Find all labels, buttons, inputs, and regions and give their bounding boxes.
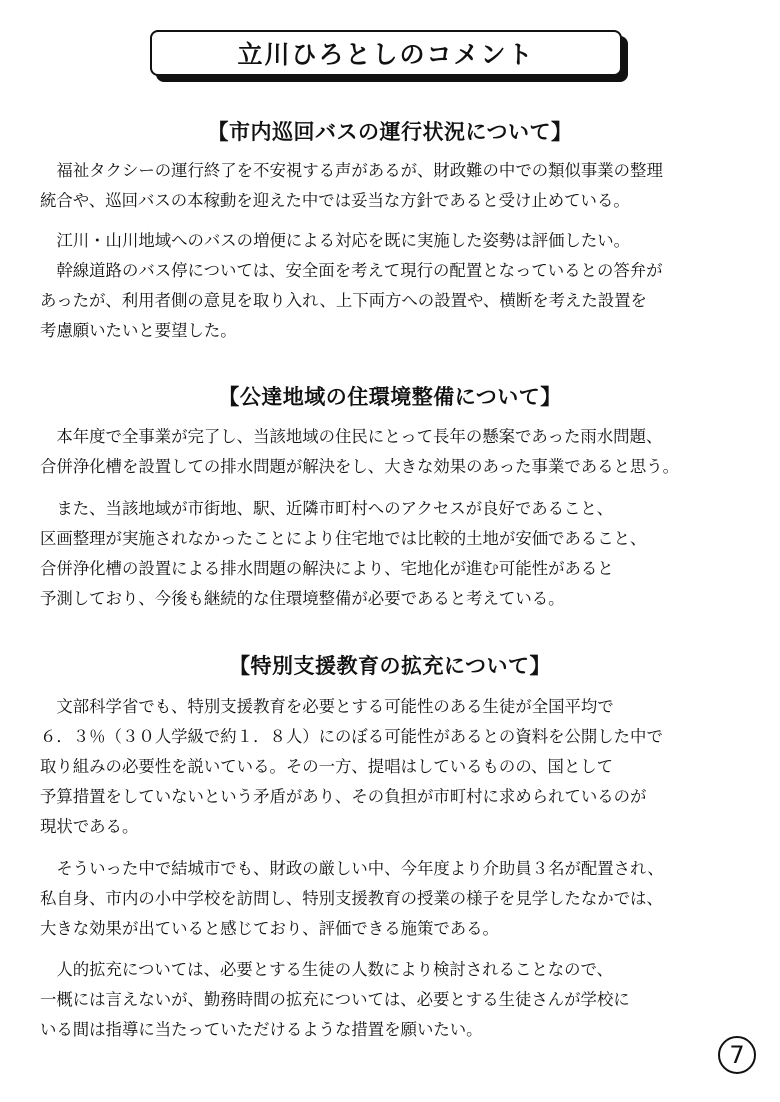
text-line: 合併浄化槽の設置による排水問題の解決により、宅地化が進む可能性があると <box>40 559 614 578</box>
text-line: 本年度で全事業が完了し、当該地域の住民にとって長年の懸案であった雨水問題、 <box>40 427 663 446</box>
text-line: 統合や、巡回バスの本稼動を迎えた中では妥当な方針であると受け止めている。 <box>40 191 630 210</box>
text-line: 合併浄化槽を設置しての排水問題が解決をし、大きな効果のあった事業であると思う。 <box>40 457 680 476</box>
text-line: 福祉タクシーの運行終了を不安視する声があるが、財政難の中での類似事業の整理 <box>40 161 663 180</box>
paragraph <box>40 422 752 482</box>
text-line: ６．３％（３０人学級で約１．８人）にのぼる可能性があるとの資料を公開した中で <box>40 727 663 746</box>
text-line: 幹線道路のバス停については、安全面を考えて現行の配置となっているとの答弁が <box>40 261 663 280</box>
paragraph <box>40 955 752 1045</box>
paragraph <box>40 226 752 346</box>
text-line: また、当該地域が市街地、駅、近隣市町村へのアクセスが良好であること、 <box>40 499 614 518</box>
text-line: 人的拡充については、必要とする生徒の人数により検討されることなので、 <box>40 960 614 979</box>
text-line: 予測しており、今後も継続的な住環境整備が必要であると考えている。 <box>40 589 565 608</box>
section-heading-living-environment: 【公達地域の住環境整備について】 <box>218 385 562 409</box>
paragraph <box>40 692 752 842</box>
text-line: そういった中で結城市でも、財政の厳しい中、今年度より介助員３名が配置され、 <box>40 859 664 878</box>
section-heading-bus: 【市内巡回バスの運行状況について】 <box>207 120 573 144</box>
text-line: あったが、利用者側の意見を取り入れ、上下両方への設置や、横断を考えた設置を <box>40 291 647 310</box>
section-heading-special-education: 【特別支援教育の拡充について】 <box>228 654 552 678</box>
text-line: 区画整理が実施されなかったことにより住宅地では比較的土地が安価であること、 <box>40 529 647 548</box>
page-title: 立川ひろとしのコメント <box>150 30 622 76</box>
paragraph <box>40 854 752 944</box>
text-line: 現状である。 <box>40 817 139 836</box>
text-line: いる間は指導に当たっていただけるような措置を願いたい。 <box>40 1020 483 1039</box>
text-line: 予算措置をしていないという矛盾があり、その負担が市町村に求められているのが <box>40 787 647 806</box>
text-line: 考慮願いたいと要望した。 <box>40 321 237 340</box>
text-line: 江川・山川地域へのバスの増便による対応を既に実施した姿勢は評価したい。 <box>40 231 631 250</box>
text-line: 取り組みの必要性を説いている。その一方、提唱はしているものの、国として <box>40 757 614 776</box>
text-line: 一概には言えないが、勤務時間の拡充については、必要とする生徒さんが学校に <box>40 990 630 1009</box>
title-banner <box>150 30 622 76</box>
paragraph <box>40 156 752 216</box>
text-line: 大きな効果が出ていると感じており、評価できる施策である。 <box>40 919 499 938</box>
paragraph <box>40 494 752 614</box>
text-line: 文部科学省でも、特別支援教育を必要とする可能性のある生徒が全国平均で <box>40 697 614 716</box>
page-number: 7 <box>718 1036 756 1074</box>
text-line: 私自身、市内の小中学校を訪問し、特別支援教育の授業の様子を見学したなかでは、 <box>40 889 663 908</box>
